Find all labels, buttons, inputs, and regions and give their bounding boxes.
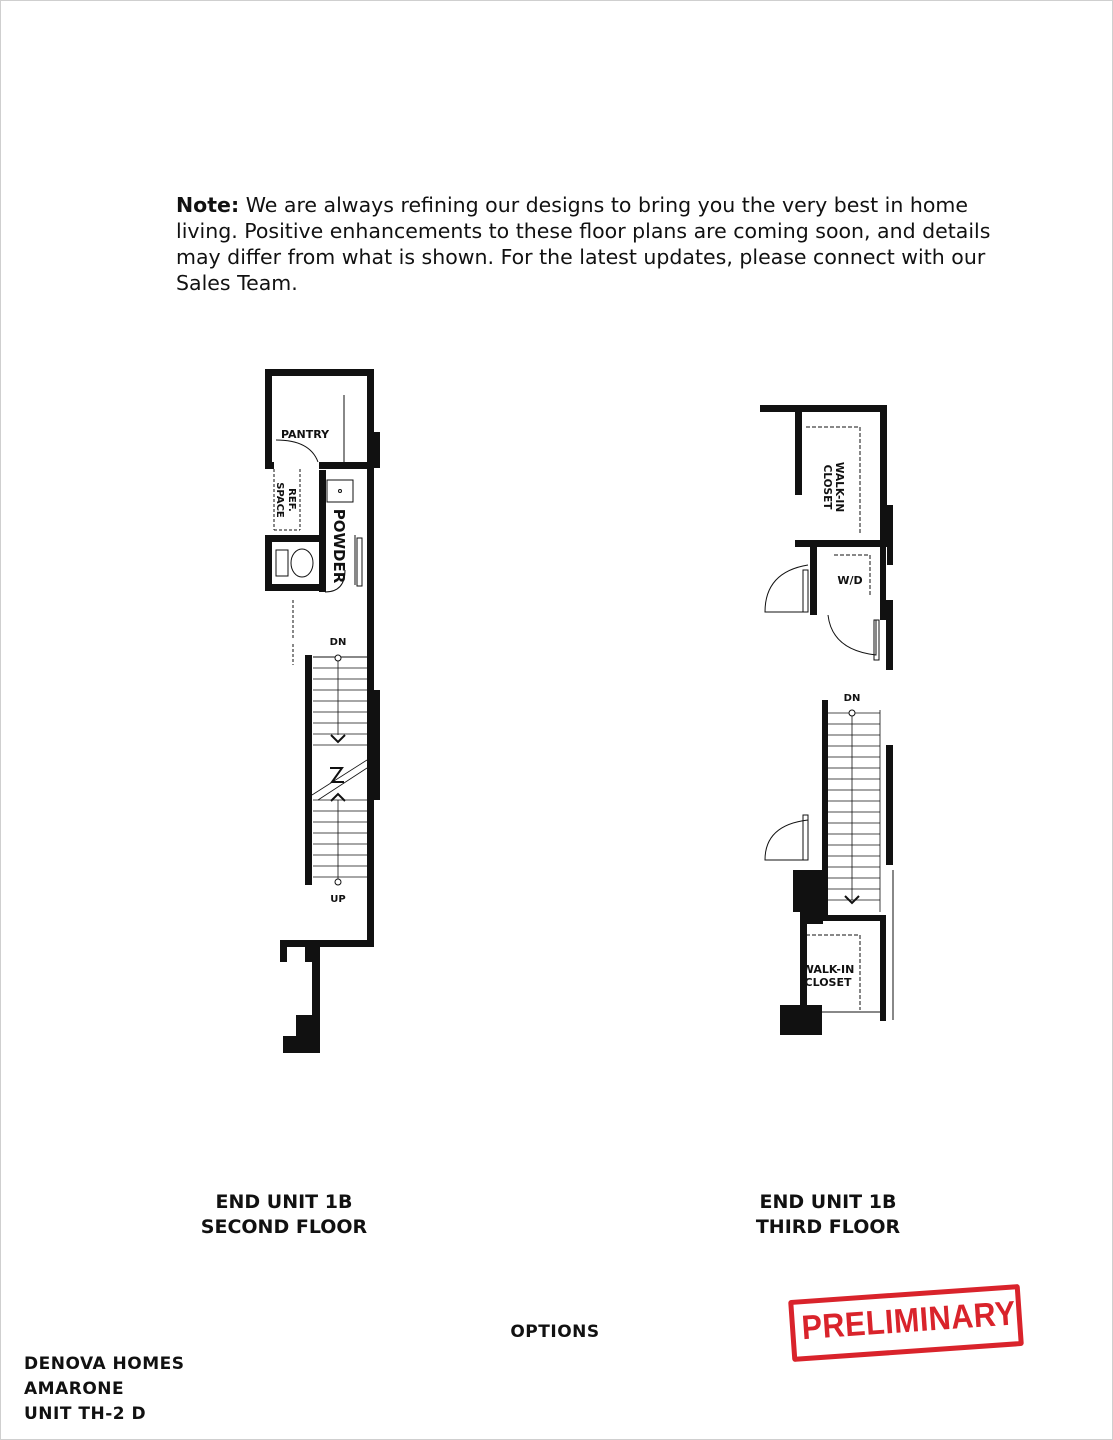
room-label-walkin-top [821, 462, 845, 512]
stair-label-dn: DN [329, 637, 347, 648]
room-label-powder [330, 509, 348, 584]
third-floor-plan [750, 395, 910, 1045]
walkin-top-line2: CLOSET [821, 464, 833, 510]
third-floor-stair [828, 710, 880, 912]
second-floor-caption [184, 1190, 384, 1240]
third-floor-caption [728, 1190, 928, 1240]
stair-label-up: UP [330, 894, 346, 905]
third-floor-drawing [750, 395, 910, 1045]
note-text: We are always refining our designs to bring you the very best in home living. Positive enhancements to these floor plans are coming soon, and details may differ from what is shown. For the latest updates, please connect with our Sales Team. [176, 193, 991, 295]
builder-name: DENOVA HOMES [24, 1354, 185, 1374]
powder-text: POWDER [330, 508, 348, 584]
second-floor-walls [265, 369, 380, 1053]
third-floor-fixtures [765, 427, 893, 1020]
third-floor-caption-line2: THIRD FLOOR [755, 1216, 901, 1238]
stair-up-marker [335, 879, 341, 885]
stair-label-dn-third: DN [843, 693, 861, 704]
room-label-pantry: PANTRY [280, 428, 330, 441]
design-note [176, 192, 1011, 296]
stair-dn-marker-third [849, 710, 855, 716]
ref-space-line1: REF. [286, 488, 297, 512]
options-label: OPTIONS [510, 1322, 600, 1342]
room-label-wd: W/D [837, 574, 863, 587]
second-floor-plan [255, 360, 395, 1060]
unit-name: UNIT TH-2 D [24, 1404, 147, 1424]
stair-dn-marker [335, 655, 341, 661]
note-label: Note: [176, 193, 240, 217]
second-floor-caption-line2: SECOND FLOOR [200, 1216, 368, 1238]
community-name: AMARONE [24, 1379, 125, 1399]
walkin-bottom-line1: WALK-IN [801, 963, 855, 976]
room-label-ref-space [274, 482, 297, 518]
walkin-top-line1: WALK-IN [833, 461, 845, 513]
second-floor-drawing [255, 360, 395, 1060]
second-floor-caption-line1: END UNIT 1B [215, 1191, 353, 1213]
third-floor-caption-line1: END UNIT 1B [759, 1191, 897, 1213]
stamp-text: PRELIMINARY [800, 1294, 1018, 1348]
walkin-bottom-line2: CLOSET [804, 976, 852, 989]
ref-space-line2: SPACE [274, 482, 285, 518]
builder-info [24, 1352, 184, 1427]
